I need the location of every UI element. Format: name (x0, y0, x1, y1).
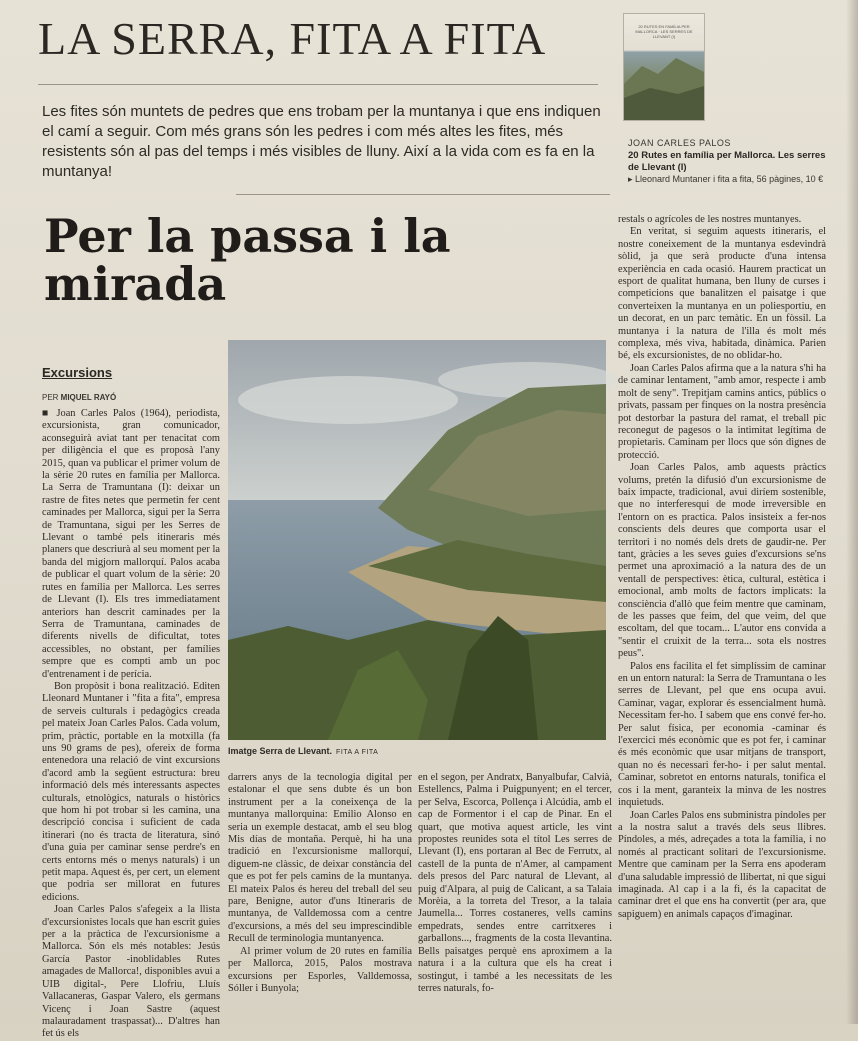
page-title: LA SERRA, FITA A FITA (38, 13, 547, 64)
section-label: Excursions (42, 365, 113, 380)
column-2-paragraph: Al primer volum de 20 rutes en família per Mallorca, 2015, Palos mostrava excursions per Esporles, Valldemossa, Sóller i Bunyola; (228, 945, 412, 994)
right-column-paragraph: Joan Carles Palos ens subministra píndoles per a la nostra salut a través dels seus llibres. Píndoles, a més, adreçades a tota la família, i no només al practicant solitari de l'excursionisme. Mentre que caminam per la Serra ens apoderam d'una saludable impressió de llibertat, ni que sigui imaginada. Al cap i a la fi, és la capacitat de caminar dret el que ens ha convertit (per ara, que sapiguem) en animals capaços d'imaginar. (618, 809, 826, 920)
column-1-paragraph: Bon propòsit i bona realització. Editen Lleonard Muntaner i "fita a fita", empresa de serveis culturals i pedagògics creada pel mateix Joan Carles Palos. Cada volum, prim, pràctic, portable en la motxilla (fa uns 90 grams de pes), ofereix de forma entenedora una relació de vint excursions d'acord amb la següent estructura: breu informació dels més interessants aspectes culturals, etnològics, naturals o històrics que hom hi pot trobar si les camina, una descripció concisa i suficient de cada itinerari (no és tracta de literatura, sinó d'una guia per caminar sense perdre's en certs entorns més o menys naturals) i un petit mapa. Aquest és, per cert, un element que podria ser millorat en futures edicions. (42, 680, 220, 903)
photo-credit: FITA A FITA (336, 749, 379, 756)
right-column-paragraph: Palos ens facilita el fet simplíssim de caminar en un entorn natural: la Serra de Tramuntana o les serres de Llevant, pel que ens ocupa avui. Caminar, vagar, explorar és essencialment humà. Necessitam fer-ho. I sabem que ens convé fer-ho. Per salut física, per economia -caminar és l'exercici més econòmic que es pot fer, i caminar és més econòmic que usar mitjans de transport, quan no és necessari fer-ho- i per salut mental. Caminar, sobretot en entorns naturals, tonifica el cos i la ment, garanteix la minva de les nostres inquietuds. (618, 660, 826, 809)
book-publisher: ▸ Lleonard Muntaner i fita a fita, 56 pàgines, 10 € (628, 174, 824, 184)
right-column-paragraph: En veritat, si seguim aquests itineraris, el nostre coneixement de la muntanya esdevindrà sòlid, ja que serà producte d'una intensa experiència en cada ocasió. Haurem practicat un esport de qualitat humana, ben lluny de curses i competicions que banalitzen el paisatge i que converteixen la muntanya en un poliesportiu, en un decorat, en un parc temàtic. En un fòssil. La muntanya i la natura de l'illa és molt més complexa, més viva, habitada, dinàmica. Parien bé, els excursionistes, de no oblidar-ho. (618, 226, 826, 362)
byline-author: MIQUEL RAYÓ (60, 393, 117, 402)
right-column-paragraph: Joan Carles Palos, amb aquests pràctics volums, pretén la difusió d'un excursionisme de baix impacte, tradicional, avui diríem sostenible, que no interferesqui de mode irreversible en l'entorn on es practica. Palos insisteix a fer-nos conscients dels deures que comporta usar el territori i no només dels drets de gaudir-ne. Per tant, gràcies a les seves guies d'excursions se'ns permet una aproximació a la natura des de un ventall de perspectives: ètica, cultural, estètica i emocional, amb molts de factors implicats: la consciència d'allò que feim mentre que caminam, de les passes que feim, del que veim, del que escoltam, del que tocam... L'autor ens convida a "sentir el cruixit de la terra... sota els nostres peus". (618, 462, 826, 660)
column-1-paragraph: ■ Joan Carles Palos (1964), periodista, excursionista, gran comunicador, aconseguirà aviat tant per tenacitat com per diligència el que es proposà l'any 2015, quan va publicar el primer volum de la sèrie 20 rutes en família per Mallorca. La Serra de Tramuntana (I): deixar un rastre de fites netes que permetin fer cent caminades per Mallorca, sigui per la Serra de Tramuntana, sigui per les Serres de Llevant o també pels itineraris més planers que descriurà al seu moment per la banda del migjorn mallorquí. Palos acaba de publicar el quart volum de la sèrie: 20 rutes en família per Mallorca. Les serres de Llevant (I). Els tres immediatament anteriors han descrit caminades per la Serra de Tramuntana, caminades de diferents nivells de dificultat, totes accessibles, no obstant, per famílies sempre que es compti amb un poc d'entrenament i de perícia. (42, 408, 220, 680)
book-title: 20 Rutes en família per Mallorca. Les serres de Llevant (I) (628, 150, 826, 173)
article-column-3 (418, 772, 612, 1022)
lead-rule (236, 194, 610, 195)
book-cover-text: 20 RUTES EN FAMÍLIA PER MALLORCA · LES SERRES DE LLEVANT (I) (635, 24, 693, 39)
photo-caption-text: Imatge Serra de Llevant. (228, 746, 333, 756)
lead-paragraph: Les fites són muntets de pedres que ens trobam per la muntanya i que ens indiquen el camí a seguir. Com més grans són les pedres i com més altes les fites, més resistents són al pas del temps i més visibles de lluny. Així a la vida com es fa en la muntanya! (42, 103, 601, 180)
coast-landscape-image (228, 340, 606, 740)
byline (42, 393, 116, 402)
right-column-paragraph: Joan Carles Palos afirma que a la natura s'hi ha de caminar lentament, "amb amor, respecte i amb molt de seny". Trepitjam camins antics, públics o privats, passam per finques on la nostra presència pot destorbar la pastura del ramat, el treball pic reconegut de pagesos o la intimitat legítima de propietaris. Caminam per llocs que són dignes de protecció. (618, 362, 826, 461)
right-column-paragraph: restals o agrícoles de les nostres muntanyes. (618, 214, 802, 225)
article-photo (228, 340, 606, 740)
article-column-1 (42, 408, 220, 1040)
article-headline: Per la passa i la mirada (44, 209, 451, 311)
title-rule (38, 84, 598, 85)
page-fold-shadow (846, 0, 858, 1024)
photo-caption (228, 746, 378, 756)
book-author: JOAN CARLES PALOS (628, 138, 731, 148)
column-3-paragraph: en el segon, per Andratx, Banyalbufar, Calvià, Estellencs, Palma i Puigpunyent; en el tercer, per Selva, Escorca, Pollença i Alcúdia, amb el cap de Formentor i el cap de Pinar. En el quart, que motiva aquest article, les vint propostes reunides sota el títol Les serres de Llevant (I), ens portaran al Bec de Ferrutx, al castell de la punta de n'Amer, al campament dels presos del Parc natural de Llevant, al puig d'Alpara, al puig de Calicant, a sa Talaia Morèia, a la torreta del Tresor, a la talaia Jaumella... Torres costaneres, vells camins empedrats, sendes entre carritxeres i garballons..., fragments de la costa llevantina. Bells paisatges perquè ens aproximem a la natura i a la cultura que els ha creat i sostingut, i també a les necessitats de les terres naturals, fo- (418, 772, 612, 994)
column-1-paragraph: Joan Carles Palos s'afegeix a la llista d'excursionistes locals que han escrit guies per a la pràctica de l'excursionisme a Mallorca. Són els més notables: Jesús García Pastor -inoblidables Rutes amagades de Mallorca!, disponibles avui a UIB digital-, Pere Llofriu, Lluís Vallacaneras, Gaspar Valero, els germans Vicenç i Joan Sastre (aquest malauradament traspassat)... D'altres han fet ús els (42, 904, 220, 1040)
column-2-paragraph: darrers anys de la tecnologia digital per estalonar el que sens dubte és un bon instrument per a la coneixença de la muntanya mallorquina: Emilio Alonso en seria un exemple destacat, amb el seu blog Mis días de montaña. Perquè, hi ha una tradició en l'excursionisme mallorquí, diguem-ne clàssic, de deixar constància del que es pot fer pels camins de la muntanya. El mateix Palos és hereu del treball del seu pare, Benigne, autor d'uns Itineraris de muntanya, de Valldemossa com a centre d'excursions, a més del seu imprescindible Recull de terminologia muntanyenca. (228, 772, 412, 945)
byline-prefix: PER (42, 393, 61, 402)
article-column-2 (228, 772, 412, 1022)
article-column-right (618, 214, 826, 1020)
